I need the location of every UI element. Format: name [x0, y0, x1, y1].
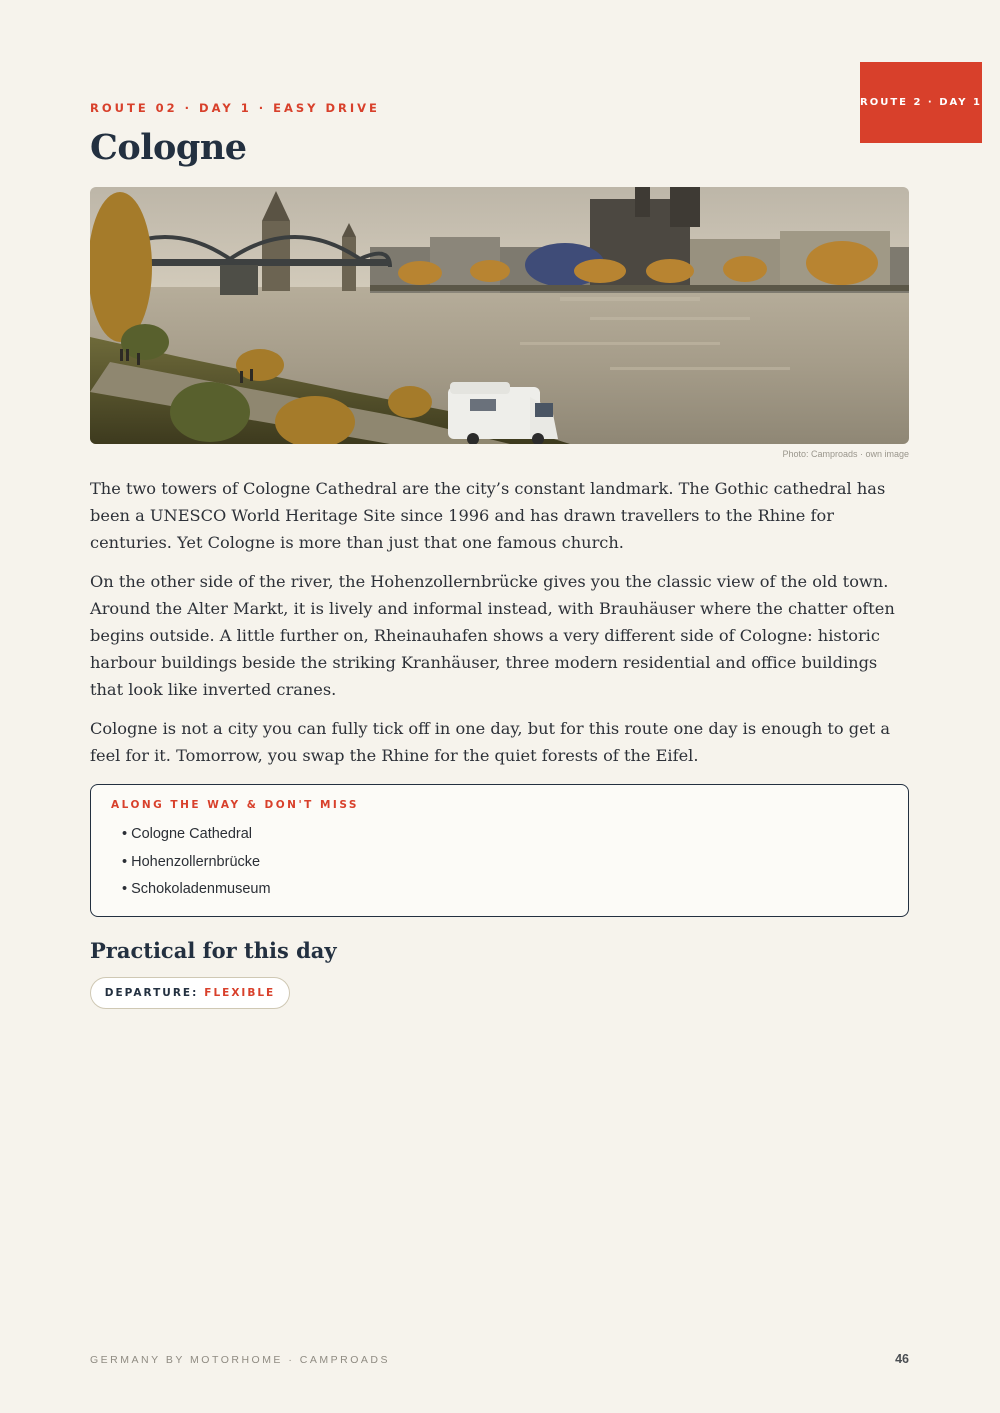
highlights-list — [111, 821, 888, 904]
body-paragraph: Cologne is not a city you can fully tick off in one day, but for this route one day is enough to get a feel for it. Tomorrow, you swap the Rhine for the quiet forests of the Eifel. — [90, 719, 891, 766]
photo-caption: Photo: Camproads · own image — [782, 449, 909, 459]
route-kicker: ROUTE 02 · DAY 1 · EASY DRIVE — [90, 101, 380, 115]
list-item: • Hohenzollernbrücke — [122, 849, 888, 877]
practical-heading: Practical for this day — [90, 938, 337, 963]
cologne-river-photo — [90, 187, 909, 444]
body-paragraph: The two towers of Cologne Cathedral are the city’s constant landmark. The Gothic cathedral has been a UNESCO World Heritage Site since 1996 and has drawn travellers to the Rhine for centuries. Yet Cologne is more than just that one famous church. — [90, 479, 886, 552]
departure-label: DEPARTURE: — [104, 987, 199, 999]
page-title: Cologne — [90, 127, 247, 168]
article-body — [90, 476, 910, 783]
highlights-callout — [90, 784, 909, 917]
footer-publication: GERMANY BY MOTORHOME · CAMPROADS — [90, 1354, 390, 1366]
page-number: 46 — [895, 1352, 909, 1366]
callout-heading: ALONG THE WAY & DON'T MISS — [111, 799, 359, 811]
departure-badge — [90, 977, 290, 1009]
list-item: • Schokoladenmuseum — [122, 876, 888, 904]
body-paragraph: On the other side of the river, the Hohenzollernbrücke gives you the classic view of the old town. Around the Alter Markt, it is lively and informal instead, with Brauhäuser where the chatter often begins outside. A little further on, Rheinauhafen shows a very different side of Cologne: historic harbour buildings beside the striking Kranhäuser, three modern residential and office buildings that look like inverted cranes. — [90, 572, 895, 699]
route-day-tab: ROUTE 2 · DAY 1 — [860, 62, 982, 143]
list-item: • Cologne Cathedral — [122, 821, 888, 849]
departure-value: FLEXIBLE — [204, 987, 276, 999]
